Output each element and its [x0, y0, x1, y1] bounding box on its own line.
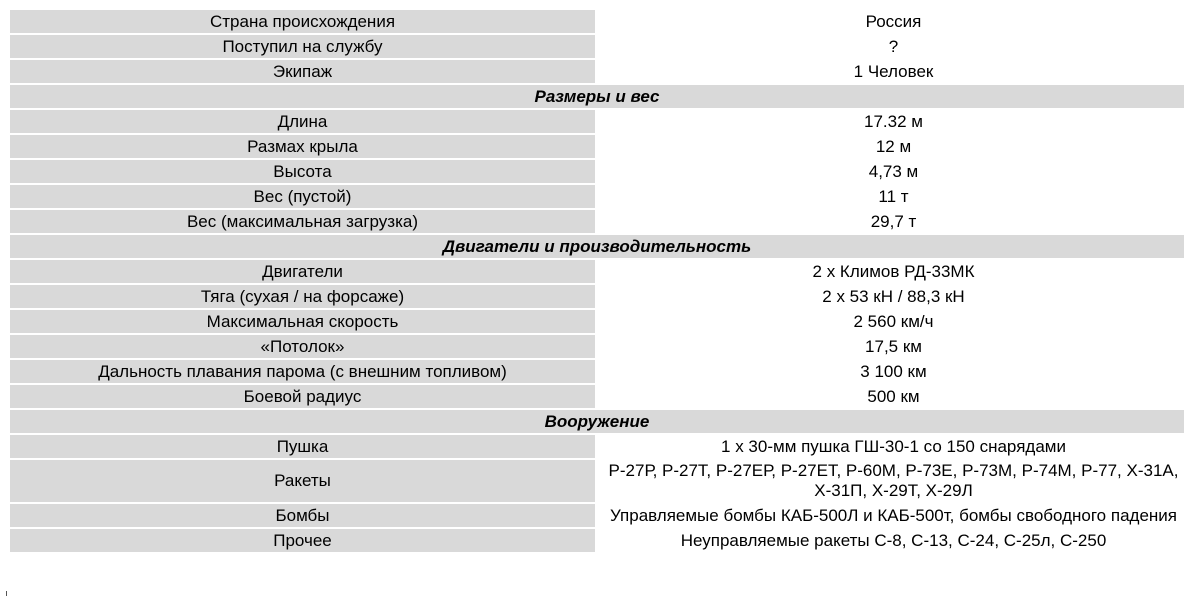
table-row	[10, 160, 1184, 183]
table-row	[10, 504, 1184, 527]
column-gap	[595, 110, 603, 133]
spec-label: Поступил на службу	[10, 35, 595, 58]
column-gap	[595, 160, 603, 183]
table-row	[10, 260, 1184, 283]
spec-label: Максимальная скорость	[10, 310, 595, 333]
spec-label: Высота	[10, 160, 595, 183]
column-gap	[595, 435, 603, 458]
column-gap	[595, 360, 603, 383]
specifications-table-body	[10, 10, 1184, 552]
spec-value: 17.32 м	[603, 110, 1184, 133]
table-row	[10, 435, 1184, 458]
spec-value: 17,5 км	[603, 335, 1184, 358]
spec-label: Вес (максимальная загрузка)	[10, 210, 595, 233]
table-row	[10, 385, 1184, 408]
column-gap	[595, 460, 603, 502]
column-gap	[595, 385, 603, 408]
spec-label: Размах крыла	[10, 135, 595, 158]
spec-value: 2 х 53 кН / 88,3 кН	[603, 285, 1184, 308]
column-gap	[595, 285, 603, 308]
section-header-row	[10, 410, 1184, 433]
table-row	[10, 35, 1184, 58]
column-gap	[595, 310, 603, 333]
spec-value: 500 км	[603, 385, 1184, 408]
spec-label: Страна происхождения	[10, 10, 595, 33]
spec-label: Боевой радиус	[10, 385, 595, 408]
table-row	[10, 10, 1184, 33]
column-gap	[595, 210, 603, 233]
table-row	[10, 360, 1184, 383]
section-title: Двигатели и производительность	[10, 235, 1184, 258]
table-row	[10, 210, 1184, 233]
column-gap	[595, 35, 603, 58]
table-row	[10, 185, 1184, 208]
column-gap	[595, 185, 603, 208]
table-row	[10, 110, 1184, 133]
table-row	[10, 335, 1184, 358]
spec-value: 3 100 км	[603, 360, 1184, 383]
spec-label: Дальность плавания парома (с внешним топливом)	[10, 360, 595, 383]
section-title: Вооружение	[10, 410, 1184, 433]
spec-label: Длина	[10, 110, 595, 133]
spec-value: ?	[603, 35, 1184, 58]
spec-label: Прочее	[10, 529, 595, 552]
table-row	[10, 60, 1184, 83]
spec-label: Ракеты	[10, 460, 595, 502]
spec-label: Пушка	[10, 435, 595, 458]
spec-value: Управляемые бомбы КАБ-500Л и КАБ-500т, бомбы свободного падения	[603, 504, 1184, 527]
column-gap	[595, 260, 603, 283]
spec-value: Россия	[603, 10, 1184, 33]
spec-label: Тяга (сухая / на форсаже)	[10, 285, 595, 308]
spec-value: 2 560 км/ч	[603, 310, 1184, 333]
spec-value: 11 т	[603, 185, 1184, 208]
table-row	[10, 529, 1184, 552]
spec-value: 12 м	[603, 135, 1184, 158]
section-header-row	[10, 85, 1184, 108]
column-gap	[595, 10, 603, 33]
column-gap	[595, 529, 603, 552]
table-row	[10, 460, 1184, 502]
column-gap	[595, 335, 603, 358]
section-header-row	[10, 235, 1184, 258]
column-gap	[595, 135, 603, 158]
spec-value: 4,73 м	[603, 160, 1184, 183]
column-gap	[595, 504, 603, 527]
spec-value: 1 х 30-мм пушка ГШ-30-1 со 150 снарядами	[603, 435, 1184, 458]
spec-label: Бомбы	[10, 504, 595, 527]
spec-value: 1 Человек	[603, 60, 1184, 83]
page-edge-mark	[6, 591, 7, 596]
specifications-table	[10, 8, 1184, 554]
spec-value: 2 х Климов РД-33МК	[603, 260, 1184, 283]
section-title: Размеры и вес	[10, 85, 1184, 108]
spec-label: Двигатели	[10, 260, 595, 283]
spec-value: Р-27Р, Р-27Т, Р-27ЕР, Р-27ЕТ, Р-60М, Р-73Е, Р-73М, Р-74М, Р-77, Х-31А, Х-31П, Х-29Т, Х-29Л	[603, 460, 1184, 502]
spec-value: 29,7 т	[603, 210, 1184, 233]
table-row	[10, 135, 1184, 158]
spec-label: «Потолок»	[10, 335, 595, 358]
spec-label: Вес (пустой)	[10, 185, 595, 208]
spec-label: Экипаж	[10, 60, 595, 83]
spec-value: Неуправляемые ракеты С-8, С-13, С-24, С-25л, С-250	[603, 529, 1184, 552]
column-gap	[595, 60, 603, 83]
table-row	[10, 285, 1184, 308]
table-row	[10, 310, 1184, 333]
